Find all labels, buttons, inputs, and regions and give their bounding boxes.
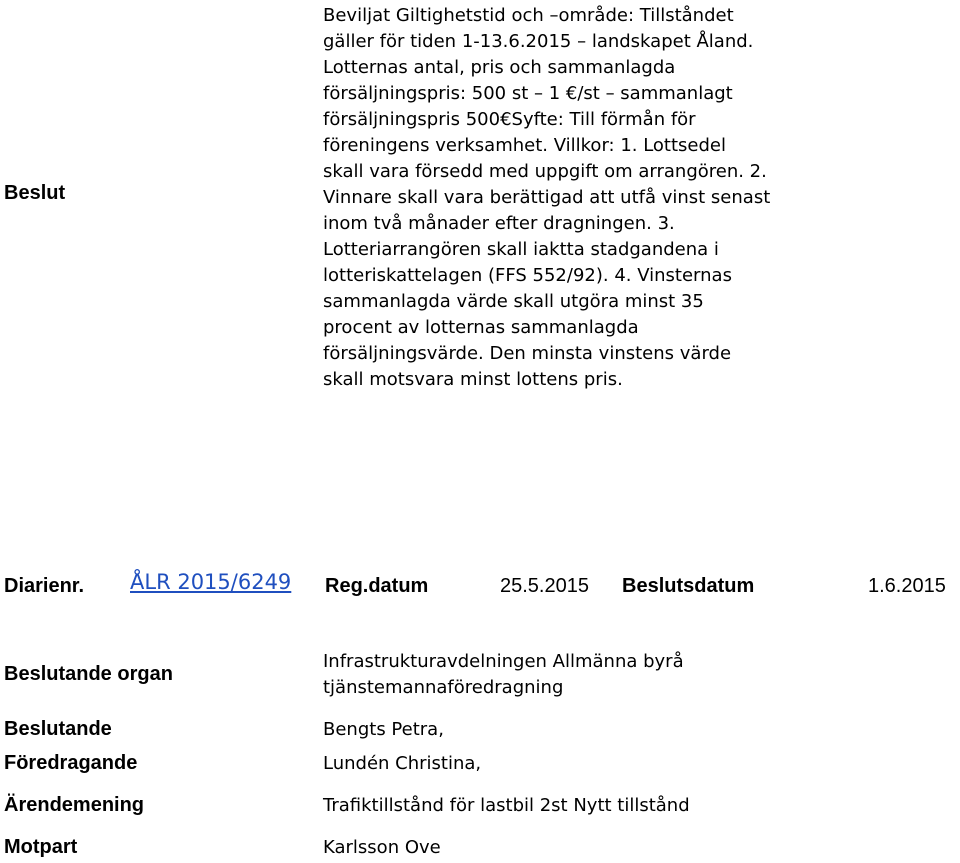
decision-line: procent av lotternas sammanlagda [323,317,639,338]
decision-line: inom två månader efter dragningen. 3. [323,213,675,234]
diarienr-label: Diarienr. [4,575,85,597]
decision-line: Vinnare skall vara berättigad att utfå vinst senast [323,187,771,208]
arendemening-value: Trafiktillstånd för lastbil 2st Nytt tillstånd [323,795,690,816]
decision-line: försäljningspris 500€Syfte: Till förmån för [323,109,696,130]
decision-text [323,3,813,393]
motpart-value: Karlsson Ove [323,837,441,858]
beslutsdatum-value: 1.6.2015 [868,575,946,597]
decision-line: försäljningsvärde. Den minsta vinstens värde [323,343,732,364]
foredragande-value: Lundén Christina, [323,753,482,774]
decision-line: försäljningspris: 500 st – 1 €/st – sammanlagt [323,83,733,104]
motpart-label: Motpart [4,836,78,858]
beslutande-value: Bengts Petra, [323,719,444,740]
regdatum-value: 25.5.2015 [500,575,589,597]
foredragande-label: Föredragande [4,752,138,774]
decision-line: skall vara försedd med uppgift om arrangören. 2. [323,161,767,182]
decision-line: föreningens verksamhet. Villkor: 1. Lottsedel [323,135,727,156]
beslutande-organ-label: Beslutande organ [4,663,173,685]
decision-line: gäller för tiden 1-13.6.2015 – landskapet Åland. [323,31,754,52]
decision-line: Lotternas antal, pris och sammanlagda [323,57,676,78]
beslutsdatum-label: Beslutsdatum [622,575,755,597]
decision-line: skall motsvara minst lottens pris. [323,369,623,390]
decision-line: lotteriskattelagen (FFS 552/92). 4. Vinsternas [323,265,732,286]
beslutande-organ-value-line2: tjänstemannaföredragning [323,677,564,698]
diarienr-link[interactable]: ÅLR 2015/6249 [130,570,292,594]
decision-line: sammanlagda värde skall utgöra minst 35 [323,291,704,312]
beslutande-organ-value-line1: Infrastrukturavdelningen Allmänna byrå [323,651,684,672]
decision-line: Lotteriarrangören skall iaktta stadgandena i [323,239,719,260]
arendemening-label: Ärendemening [4,794,145,816]
beslutande-label: Beslutande [4,718,112,740]
beslut-label: Beslut [4,182,66,204]
decision-line: Beviljat Giltighetstid och –område: Tillståndet [323,5,734,26]
regdatum-label: Reg.datum [325,575,429,597]
